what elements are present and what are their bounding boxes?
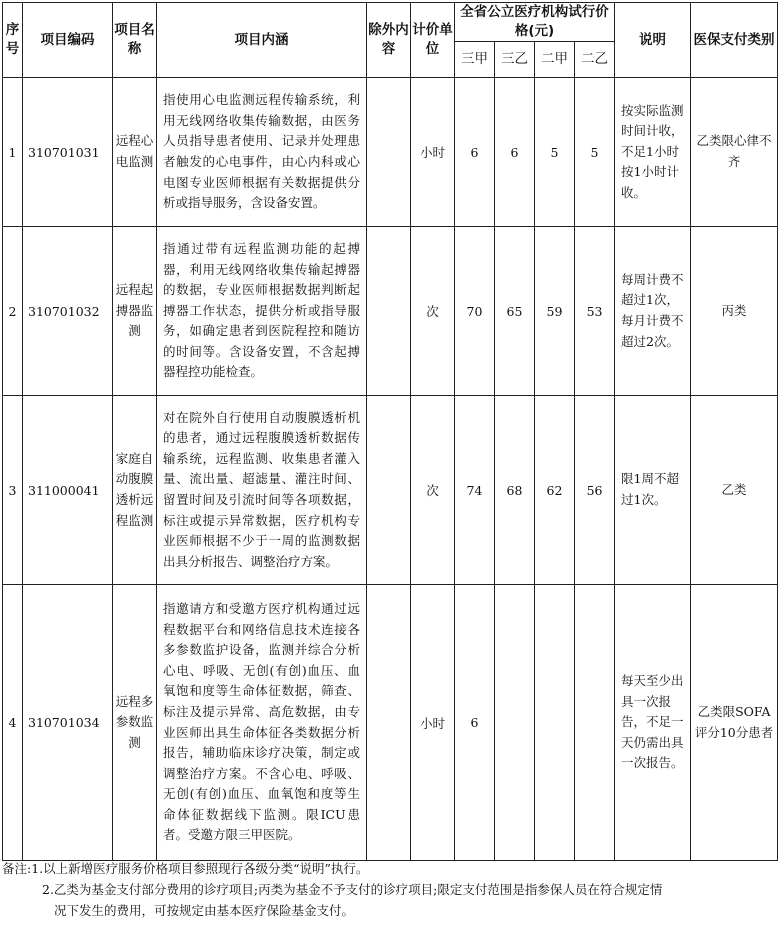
table-row bbox=[3, 78, 778, 227]
footnote-line-2: 2.乙类为基金支付部分费用的诊疗项目;丙类为基金不予支付的诊疗项目;限定支付范围是指参保人员在符合规定情 bbox=[42, 882, 663, 897]
row-insurance: 乙类 bbox=[691, 396, 778, 585]
row-insurance: 丙类 bbox=[691, 227, 778, 396]
row-unit: 小时 bbox=[411, 78, 455, 227]
row-price-4 bbox=[575, 585, 615, 861]
row-price-1: 74 bbox=[455, 396, 495, 585]
row-price-3: 5 bbox=[535, 78, 575, 227]
row-code: 310701034 bbox=[23, 585, 113, 861]
row-content: 指通过带有远程监测功能的起搏器，利用无线网络收集传输起搏器的数据，专业医师根据数据判断起搏器工作状态，提供分析或指导服务，如确定患者到医院程控和随访的时间等。含设备安置，不含起搏器程控功能检查。 bbox=[157, 227, 367, 396]
row-content: 对在院外自行使用自动腹膜透析机的患者，通过远程腹膜透析数据传输系统，远程监测、收集患者灌入量、流出量、超滤量、灌注时间、留置时间及引流时间等各项数据，标注或提示异常数据，医疗机构专业医师根据不少于一周的监测数据出具分析报告、调整治疗方案。 bbox=[157, 396, 367, 585]
row-insurance: 乙类限心律不齐 bbox=[691, 78, 778, 227]
row-seq: 2 bbox=[3, 227, 23, 396]
row-exclusion bbox=[367, 78, 411, 227]
header-note: 说明 bbox=[615, 3, 691, 78]
row-price-3 bbox=[535, 585, 575, 861]
row-code: 311000041 bbox=[23, 396, 113, 585]
row-price-3: 62 bbox=[535, 396, 575, 585]
footnote-line-1: 备注:1.以上新增医疗服务价格项目参照现行各级分类“说明”执行。 bbox=[2, 861, 369, 876]
row-price-1: 6 bbox=[455, 585, 495, 861]
footnote-line-3: 况下发生的费用，可按规定由基本医疗保险基金支付。 bbox=[54, 903, 355, 918]
row-content: 指邀请方和受邀方医疗机构通过远程数据平台和网络信息技术连接各多参数监护设备，监测并综合分析心电、呼吸、无创(有创)血压、血氧饱和度等生命体征数据，筛查、标注及提示异常、高危数据，由专业医师出具生命体征各类数据分析报告，辅助临床诊疗决策，制定或调整治疗方案。不含心电、呼吸、无创(有创)血压、血氧饱和度等生命体征数据线下监测。限ICU患者。受邀方限三甲医院。 bbox=[157, 585, 367, 861]
header-seq: 序号 bbox=[3, 3, 23, 78]
row-name: 远程多参数监测 bbox=[113, 585, 157, 861]
row-exclusion bbox=[367, 396, 411, 585]
row-note: 每周计费不超过1次，每月计费不超过2次。 bbox=[615, 227, 691, 396]
row-price-2: 65 bbox=[495, 227, 535, 396]
row-price-4: 53 bbox=[575, 227, 615, 396]
header-unit: 计价单位 bbox=[411, 3, 455, 78]
row-content: 指使用心电监测远程传输系统，利用无线网络收集传输数据，由医务人员指导患者使用、记录并处理患者触发的心电事件，由心内科或心电图专业医师根据有关数据提供分析或指导服务，含设备安置。 bbox=[157, 78, 367, 227]
row-unit: 次 bbox=[411, 227, 455, 396]
price-table bbox=[2, 2, 778, 861]
header-code: 项目编码 bbox=[23, 3, 113, 78]
row-name: 家庭自动腹膜透析远程监测 bbox=[113, 396, 157, 585]
row-exclusion bbox=[367, 227, 411, 396]
header-price-group: 全省公立医疗机构试行价格(元) bbox=[455, 3, 615, 42]
row-price-4: 56 bbox=[575, 396, 615, 585]
row-seq: 3 bbox=[3, 396, 23, 585]
table-row bbox=[3, 396, 778, 585]
row-note: 每天至少出具一次报告，不足一天仍需出具一次报告。 bbox=[615, 585, 691, 861]
row-price-2: 6 bbox=[495, 78, 535, 227]
row-price-4: 5 bbox=[575, 78, 615, 227]
header-row bbox=[3, 3, 778, 42]
row-price-2: 68 bbox=[495, 396, 535, 585]
header-grade-1: 三甲 bbox=[455, 42, 495, 78]
row-unit: 次 bbox=[411, 396, 455, 585]
header-content: 项目内涵 bbox=[157, 3, 367, 78]
header-insurance: 医保支付类别 bbox=[691, 3, 778, 78]
row-seq: 1 bbox=[3, 78, 23, 227]
row-note: 限1周不超过1次。 bbox=[615, 396, 691, 585]
row-price-1: 6 bbox=[455, 78, 495, 227]
row-seq: 4 bbox=[3, 585, 23, 861]
row-price-2 bbox=[495, 585, 535, 861]
header-grade-2: 三乙 bbox=[495, 42, 535, 78]
header-grade-4: 二乙 bbox=[575, 42, 615, 78]
header-grade-3: 二甲 bbox=[535, 42, 575, 78]
row-name: 远程起搏器监测 bbox=[113, 227, 157, 396]
header-name: 项目名称 bbox=[113, 3, 157, 78]
table-row bbox=[3, 227, 778, 396]
table-row bbox=[3, 585, 778, 861]
row-note: 按实际监测时间计收，不足1小时按1小时计收。 bbox=[615, 78, 691, 227]
row-price-3: 59 bbox=[535, 227, 575, 396]
row-code: 310701032 bbox=[23, 227, 113, 396]
row-name: 远程心电监测 bbox=[113, 78, 157, 227]
row-exclusion bbox=[367, 585, 411, 861]
row-unit: 小时 bbox=[411, 585, 455, 861]
header-exclusion: 除外内容 bbox=[367, 3, 411, 78]
footnote bbox=[2, 858, 777, 921]
row-insurance: 乙类限SOFA评分10分患者 bbox=[691, 585, 778, 861]
row-price-1: 70 bbox=[455, 227, 495, 396]
row-code: 310701031 bbox=[23, 78, 113, 227]
